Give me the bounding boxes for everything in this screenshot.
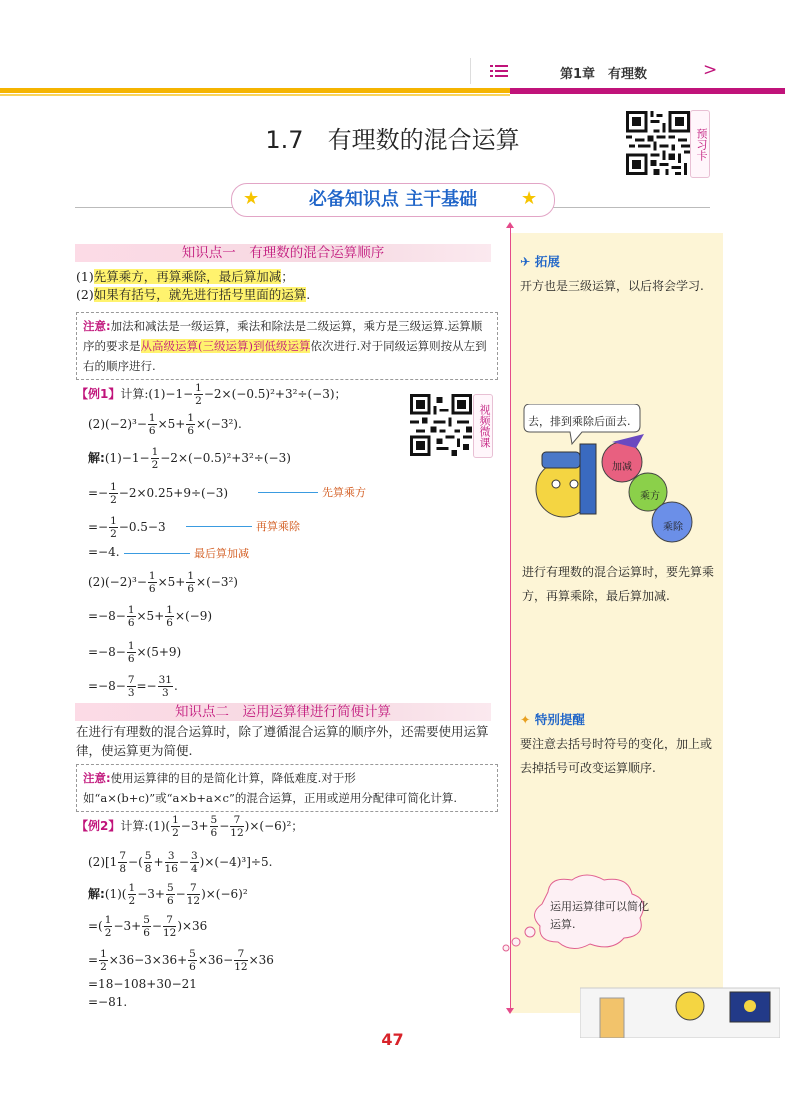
triangle-up-icon [506, 222, 514, 228]
tip-text: 要注意去括号时符号的变化，加上或去掉括号可改变运算顺序. [520, 737, 713, 775]
note-text: 依次进行.对于同级运算则按从左到右的顺序进行. [83, 339, 487, 373]
annotation: 再算乘除 [256, 520, 300, 533]
example2-solution-step: =−81. [88, 995, 128, 1009]
example2-problem2: (2)[1 $\frac{7}{8}$ −( $\frac{5}{8}$ + $\frac{3}{16}$ − $\frac{3}{4}$ )×(−4)³]÷5. [88, 850, 273, 875]
solution-label: 解: [88, 451, 105, 465]
rule-2 [76, 286, 310, 304]
extend-box [520, 252, 720, 298]
kp2-heading: 知识点二 运用运算律进行简便计算 [75, 703, 491, 721]
chapter-label: 第1章 有理数 [560, 67, 648, 82]
arrow-icon [186, 526, 252, 527]
rule-num: (1) [76, 269, 94, 284]
example1-problem2: (2)(−2)³− $\frac{1}{6}$ ×5+ $\frac{1}{6}$ ×(−3²). [88, 412, 242, 437]
page-title: 1.7 有理数的混合运算 [265, 126, 520, 154]
rule-text: 如果有括号，就先进行括号里面的运算 [93, 287, 307, 302]
arrow-icon [124, 553, 190, 554]
header-bar-magenta [510, 88, 785, 94]
speech-bubble: 去，排到乘除后面去. [528, 415, 631, 428]
video-lesson-label: 视频微课 [473, 394, 493, 458]
example1-problem1: 【例1】计算:(1)−1− $\frac{1}{2}$ −2×(−0.5)²+3²÷(−3)； [76, 382, 347, 407]
annotation: 先算乘方 [322, 486, 366, 499]
example2-solution-step: = $\frac{1}{2}$ ×36−3×36+ $\frac{5}{6}$ ×36− $\frac{7}{12}$ ×36 [88, 948, 274, 973]
note-text: 使用运算律的目的是简化计算，降低难度.对于形如“a×(b+c)”或“a×b+a×c”的混合运算，正用或逆用分配律可简化计算. [83, 771, 457, 805]
example1-solution-step: =−8− $\frac{7}{3}$ =− $\frac{31}{3}$ . [88, 674, 178, 699]
annotation: 最后算加减 [194, 547, 249, 560]
page-number: 47 [381, 1030, 404, 1049]
header-divider [470, 58, 471, 84]
solution-label: 解: [88, 887, 105, 901]
extend-text: 开方也是三级运算，以后将会学习. [520, 279, 704, 293]
rule-end: . [306, 287, 311, 302]
qr-code-icon[interactable] [626, 110, 690, 176]
triangle-down-icon [506, 1008, 514, 1014]
example2-solution-step: =18−108+30−21 [88, 977, 197, 991]
header-bar-light [0, 94, 510, 96]
example1-solution-step: =−4. [88, 545, 120, 559]
kp1-rules [76, 268, 310, 304]
qr-code-icon[interactable] [410, 394, 472, 456]
kp2-note [76, 764, 498, 812]
rule-end: ； [281, 269, 294, 284]
bell-icon: ✦ [520, 712, 531, 727]
note-highlight: 从高级运算(三级运算)到低级运算 [140, 339, 311, 353]
preview-card-label: 预习卡 [690, 110, 710, 178]
calc-label: 计算: [120, 819, 149, 833]
ball-label-addsub: 加减 [612, 462, 632, 473]
star-icon: ★ [521, 188, 538, 209]
example1-solution-step: =− $\frac{1}{2}$ −2×0.25+9÷(−3) [88, 481, 229, 506]
section-banner: 必备知识点 主干基础 [231, 183, 555, 217]
kp1-heading: 知识点一 有理数的混合运算顺序 [75, 244, 491, 262]
summary-text: 进行有理数的混合运算时，要先算乘方，再算乘除，最后算加减. [522, 565, 715, 603]
example2-solution-step: 解:(1)( $\frac{1}{2}$ −3+ $\frac{5}{6}$ − $\frac{7}{12}$ )×(−6)² [88, 882, 248, 907]
ball-label-muldiv: 乘除 [663, 522, 683, 533]
example1-solution-step: 解:(1)−1− $\frac{1}{2}$ −2×(−0.5)²+3²÷(−3) [88, 446, 291, 471]
example2-solution-step: =( $\frac{1}{2}$ −3+ $\frac{5}{6}$ − $\frac{7}{12}$ )×36 [88, 914, 208, 939]
note-label: 注意: [83, 771, 111, 785]
cloud-text: 运用运算律可以简化运算. [550, 900, 649, 931]
tip-title: 特别提醒 [534, 712, 585, 727]
ball-label-power: 乘方 [640, 491, 660, 502]
header-bar-yellow [0, 88, 510, 93]
list-menu-icon[interactable] [490, 63, 508, 79]
tip-box [520, 710, 720, 780]
calc-label: 计算: [120, 387, 149, 401]
example2-problem1: 【例2】计算:(1)( $\frac{1}{2}$ −3+ $\frac{5}{6}$ − $\frac{7}{12}$ )×(−6)²； [76, 814, 304, 839]
rule-text: 先算乘方，再算乘除，最后算加减 [93, 269, 282, 284]
note-label: 注意: [83, 319, 111, 333]
chevron-right-icon[interactable]: > [703, 60, 718, 80]
note-text: 加法和减法是一级运算，乘法和除法是二级运算，乘方是三级运算.运算顺序的要求是 [83, 319, 483, 353]
rule-num: (2) [76, 287, 94, 302]
kp2-text: 在进行有理数的混合运算时，除了遵循混合运算的顺序外，还需要使用运算律，使运算更为简便. [76, 724, 489, 758]
kp1-note [76, 312, 498, 380]
study-illustration [580, 978, 780, 1038]
example1-solution-step: (2)(−2)³− $\frac{1}{6}$ ×5+ $\frac{1}{6}$ ×(−3²) [88, 570, 238, 595]
rocket-icon: ✈ [520, 254, 531, 269]
example1-solution-step: =− $\frac{1}{2}$ −0.5−3 [88, 515, 166, 540]
example-label: 【例2】 [76, 819, 121, 833]
arrow-icon [258, 492, 318, 493]
rule-1 [76, 268, 310, 286]
star-icon: ★ [243, 188, 260, 209]
example1-solution-step: =−8− $\frac{1}{6}$ ×(5+9) [88, 640, 182, 665]
example1-solution-step: =−8− $\frac{1}{6}$ ×5+ $\frac{1}{6}$ ×(−9) [88, 604, 213, 629]
example-label: 【例1】 [76, 387, 121, 401]
extend-title: 拓展 [534, 254, 560, 269]
